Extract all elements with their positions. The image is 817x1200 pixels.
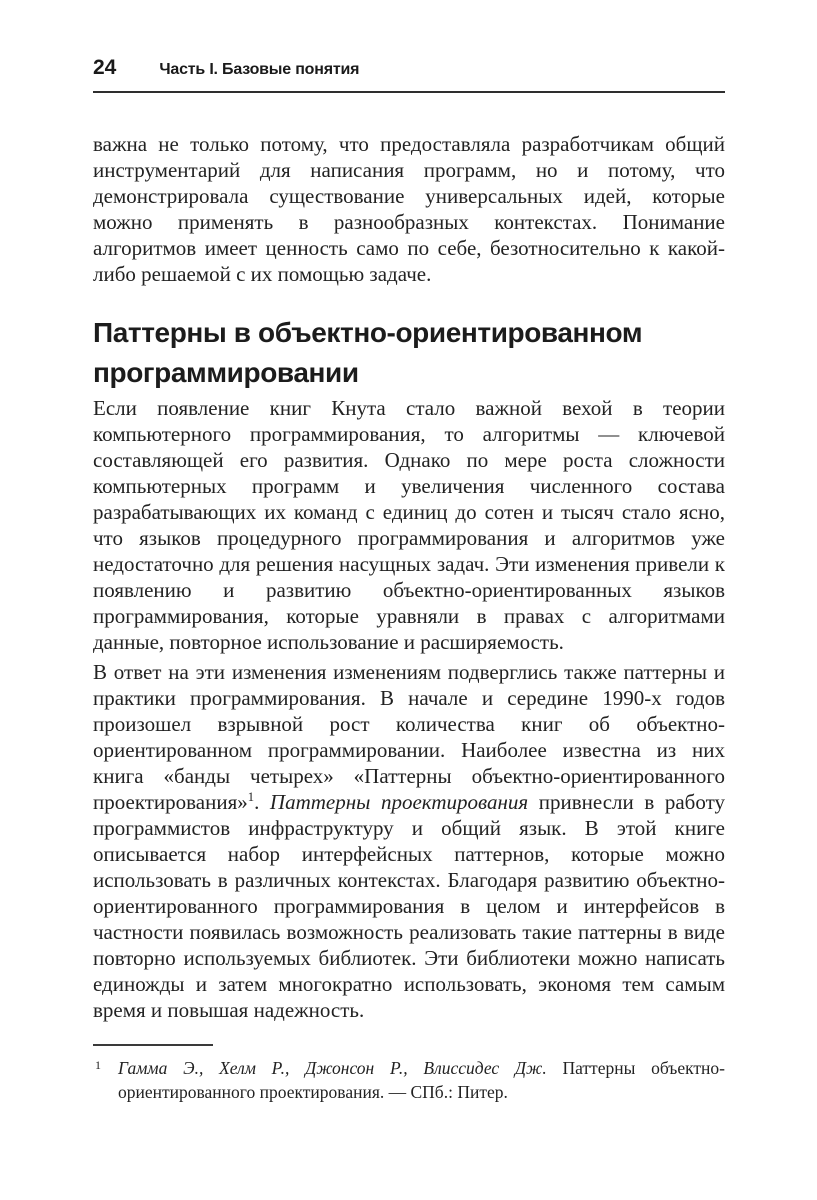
body-paragraph: В ответ на эти изменения изменениям подверглись также паттерны и практики программирования. В начале и середине 1990-х годов произошел взрывной рост количества книг об объектно-ориентированном программировании. Наиболее известна из них книга «банды четырех» «Паттерны объектно-ориентированного проектирования»$^1$. Паттерны проектирования привнесли в работу программистов инфраструктуру и общий язык. В этой книге описывается набор интерфейсных паттернов, которые можно использовать в различных контекстах. Благодаря развитию объектно-ориентированного программирования в целом и интерфейсов в частности появилась возможность реализовать такие паттерны в виде повторно используемых библиотек. Эти библиотеки можно написать единожды и затем многократно использовать, экономя тем самым время и повышая надежность. — [93, 660, 725, 1022]
footnote-text: Гамма Э., Хелм Р., Джонсон Р., Влиссидес Дж. Паттерны объектно-ориентированного проектирования. — СПб.: Питер. — [118, 1058, 725, 1102]
section-heading: Паттерны в объектно-ориентированном программировании — [93, 317, 643, 388]
footnote — [93, 1056, 725, 1104]
running-head: Часть I. Базовые понятия — [159, 61, 360, 78]
paragraph-knuth-oop — [93, 395, 725, 655]
footnote-divider — [93, 1044, 213, 1046]
footnote-marker: 1 — [95, 1058, 101, 1072]
page-header — [93, 56, 725, 93]
paragraph-patterns-history — [93, 659, 725, 1023]
paragraph-intro-continuation — [93, 131, 725, 287]
page-number: 24 — [93, 56, 117, 79]
body-paragraph: Если появление книг Кнута стало важной вехой в теории компьютерного программирования, то алгоритмы — ключевой составляющей его развития. Однако по мере роста сложности компьютерных программ и увеличения численного состава разрабатывающих их команд с единиц до сотен и тысяч стало ясно, что языков процедурного программирования и алгоритмов уже недостаточно для решения насущных задач. Эти изменения привели к появлению и развитию объектно-ориентированных языков программирования, которые уравняли в правах с алгоритмами данные, повторное использование и расширяемость. — [93, 396, 725, 654]
body-paragraph: важна не только потому, что предоставляла разработчикам общий инструментарий для написания программ, но и потому, что демонстрировала существование универсальных идей, которые можно применять в разнообразных контекстах. Понимание алгоритмов имеет ценность само по себе, безотносительно к какой-либо решаемой с их помощью задаче. — [93, 132, 725, 286]
